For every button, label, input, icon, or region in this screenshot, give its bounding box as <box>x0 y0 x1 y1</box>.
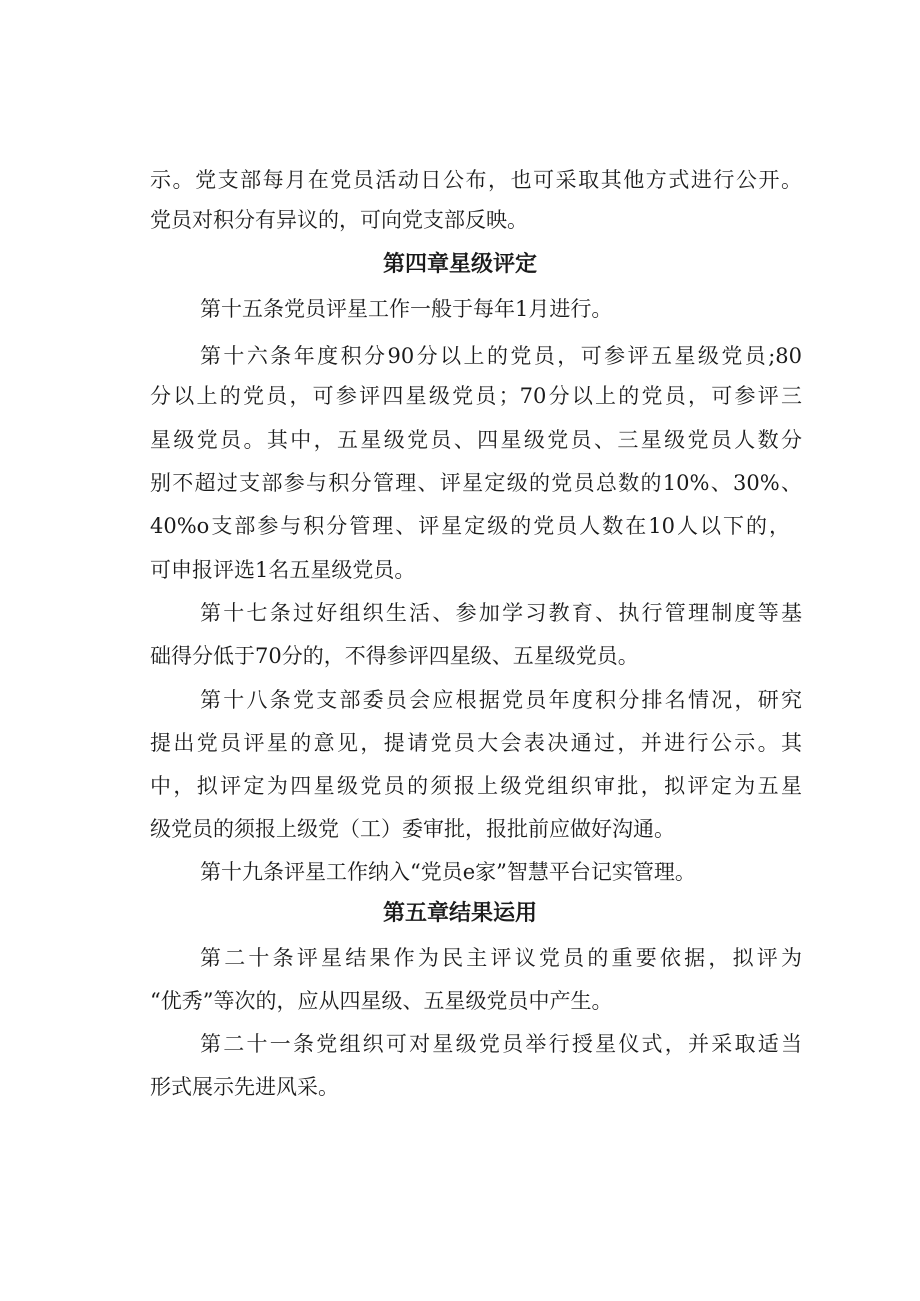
paragraph-line: 别不超过支部参与积分管理、评星定级的党员总数的10%、30%、 <box>150 471 802 495</box>
paragraph-line: 40%o支部参与积分管理、评星定级的党员人数在10人以下的， <box>150 514 790 538</box>
chapter-heading: 第五章结果运用 <box>382 901 537 926</box>
paragraph-line: 示。党支部每月在党员活动日公布，也可采取其他方式进行公开。 <box>150 168 802 192</box>
paragraph-line: 党员对积分有异议的，可向党支部反映。 <box>150 208 528 232</box>
paragraph-line: 础得分低于70分的，不得参评四星级、五星级党员。 <box>150 644 639 668</box>
paragraph-line: 星级党员。其中，五星级党员、四星级党员、三星级党员人数分 <box>150 428 802 452</box>
paragraph-line: 提出党员评星的意见，提请党员大会表决通过，并进行公示。其 <box>150 731 802 755</box>
paragraph-line: 第十六条年度积分90分以上的党员，可参评五星级党员;80 <box>200 344 802 368</box>
paragraph-line: 可申报评选1名五星级党员。 <box>150 558 416 582</box>
paragraph-line: 中，拟评定为四星级党员的须报上级党组织审批，拟评定为五星 <box>150 774 802 798</box>
chapter-heading: 第四章星级评定 <box>382 252 537 277</box>
paragraph-line: 第十五条党员评星工作一般于每年1月进行。 <box>200 297 613 321</box>
paragraph-line: 第二十条评星结果作为民主评议党员的重要依据，拟评为 <box>200 946 802 970</box>
paragraph-line: 第二十一条党组织可对星级党员举行授星仪式，并采取适当 <box>200 1032 802 1056</box>
paragraph-line: 分以上的党员，可参评四星级党员；70分以上的党员，可参评三 <box>150 384 802 408</box>
paragraph-line: “优秀”等次的，应从四星级、五星级党员中产生。 <box>150 989 613 1013</box>
paragraph-line: 第十八条党支部委员会应根据党员年度积分排名情况，研究 <box>200 688 802 712</box>
paragraph-line: 形式展示先进风采。 <box>150 1075 339 1099</box>
paragraph-line: 第十九条评星工作纳入“党员e家”智慧平台记实管理。 <box>200 860 696 884</box>
paragraph-line: 第十七条过好组织生活、参加学习教育、执行管理制度等基 <box>200 601 802 625</box>
paragraph-line: 级党员的须报上级党（工）委审批，报批前应做好沟通。 <box>150 817 675 841</box>
